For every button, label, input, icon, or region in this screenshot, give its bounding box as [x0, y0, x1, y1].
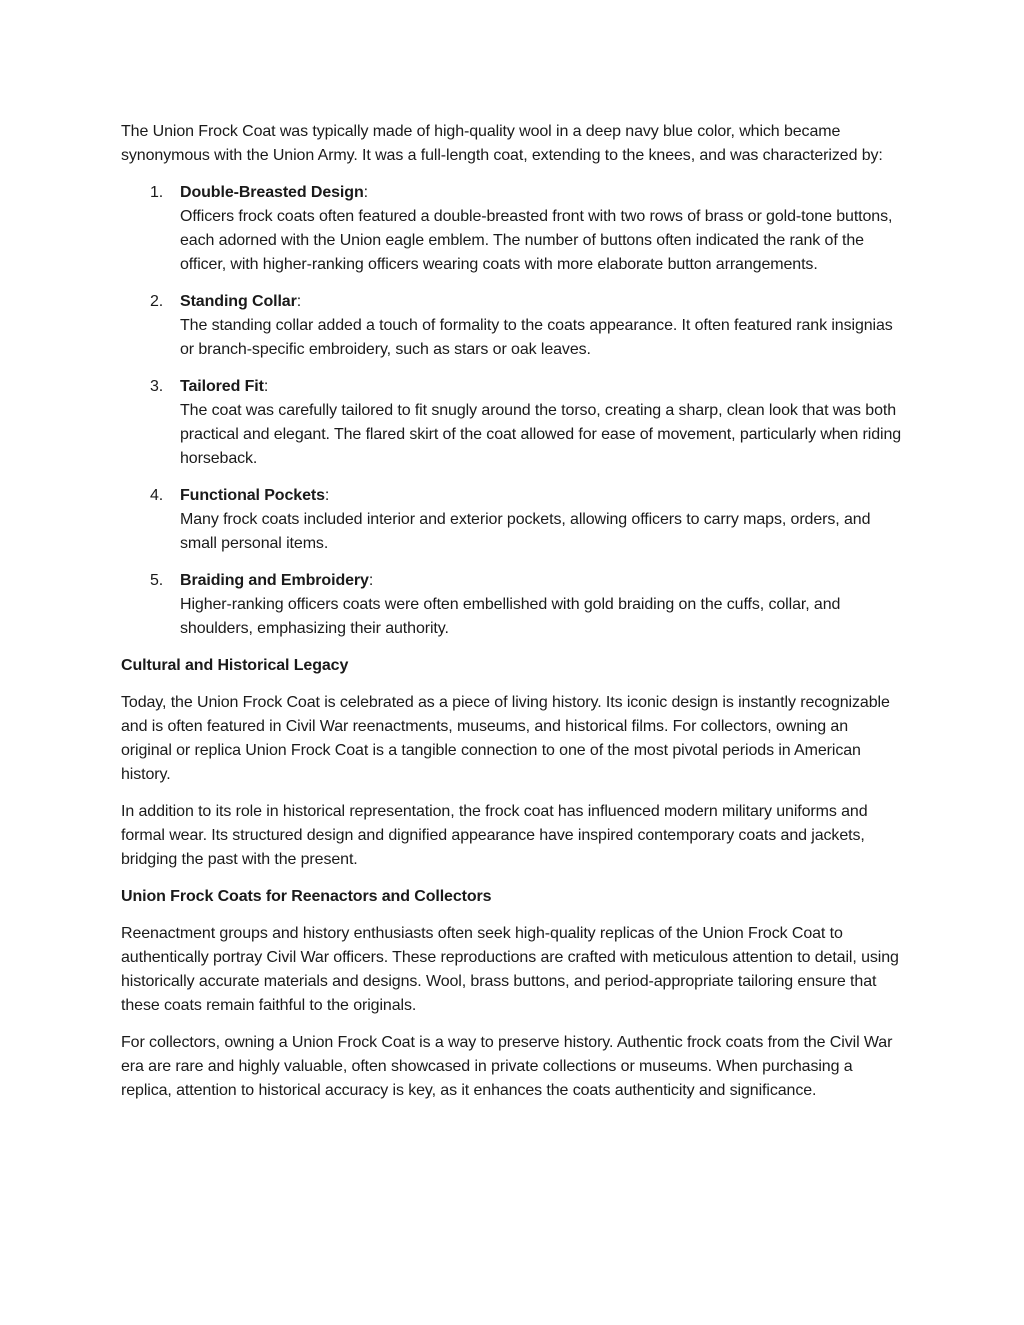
feature-term: Braiding and Embroidery — [180, 572, 369, 589]
section-heading-reenactors: Union Frock Coats for Reenactors and Collectors — [121, 888, 492, 905]
feature-term: Functional Pockets — [180, 487, 325, 504]
legacy-paragraph-2: In addition to its role in historical representation, the frock coat has influenced modern military uniforms and formal wear. Its structured design and dignified appearance have inspired contemporary coats and jackets, bridging the past with the present. — [121, 803, 868, 868]
section-heading-legacy: Cultural and Historical Legacy — [121, 657, 349, 674]
list-item — [121, 290, 903, 362]
term-colon: : — [363, 184, 368, 201]
reenactors-paragraph-1: Reenactment groups and history enthusiasts often seek high-quality replicas of the Union Frock Coat to authentically portray Civil War officers. These reproductions are crafted with meticulous attention to detail, using historically accurate materials and designs. Wool, brass buttons, and period-appropriate tailoring ensure that these coats remain faithful to the originals. — [121, 925, 899, 1014]
term-colon: : — [296, 293, 302, 310]
intro-paragraph: The Union Frock Coat was typically made of high-quality wool in a deep navy blue color, which became synonymous with the Union Army. It was a full-length coat, extending to the knees, and was characterized by: — [121, 123, 883, 164]
feature-description: Officers frock coats often featured a double-breasted front with two rows of brass or gold-tone buttons, each adorned with the Union eagle emblem. The number of buttons often indicated the rank of the officer, with higher-ranking officers wearing coats with more elaborate button arrangements. — [180, 208, 893, 273]
feature-term: Double-Breasted Design — [180, 184, 364, 201]
list-item — [121, 375, 903, 471]
list-item — [121, 569, 903, 641]
list-number: 3. — [150, 378, 164, 395]
list-item-title-line — [180, 569, 903, 593]
list-item-title-line — [180, 181, 903, 205]
feature-description: The coat was carefully tailored to fit snugly around the torso, creating a sharp, clean look that was both practical and elegant. The flared skirt of the coat allowed for ease of movement, particularly when riding horseback. — [180, 402, 902, 467]
list-item-title-line — [180, 375, 903, 399]
feature-term: Standing Collar — [180, 293, 297, 310]
features-list — [121, 181, 903, 641]
feature-description: Many frock coats included interior and exterior pockets, allowing officers to carry maps, orders, and small personal items. — [180, 511, 871, 552]
list-item — [121, 484, 903, 556]
document-page — [121, 120, 903, 1116]
list-item-title-line — [180, 484, 903, 508]
legacy-paragraph-1: Today, the Union Frock Coat is celebrated as a piece of living history. Its iconic design is instantly recognizable and is often featured in Civil War reenactments, museums, and historical films. For collectors, owning an original or replica Union Frock Coat is a tangible connection to one of the most pivotal periods in American history. — [121, 694, 890, 783]
list-number: 4. — [150, 487, 164, 504]
list-number: 5. — [150, 572, 164, 589]
feature-description: The standing collar added a touch of formality to the coats appearance. It often featured rank insignias or branch-specific embroidery, such as stars or oak leaves. — [180, 317, 893, 358]
list-item-title-line — [180, 290, 903, 314]
feature-description: Higher-ranking officers coats were often embellished with gold braiding on the cuffs, collar, and shoulders, emphasizing their authority. — [180, 596, 841, 637]
list-number: 2. — [150, 293, 164, 310]
list-item — [121, 181, 903, 277]
feature-term: Tailored Fit — [180, 378, 264, 395]
term-colon: : — [324, 487, 330, 504]
reenactors-paragraph-2: For collectors, owning a Union Frock Coat is a way to preserve history. Authentic frock coats from the Civil War era are rare and highly valuable, often showcased in private collections or museums. When purchasing a replica, attention to historical accuracy is key, as it enhances the coats authenticity and significance. — [121, 1034, 893, 1099]
list-number: 1. — [150, 184, 164, 201]
term-colon: : — [263, 378, 269, 395]
term-colon: : — [368, 572, 374, 589]
